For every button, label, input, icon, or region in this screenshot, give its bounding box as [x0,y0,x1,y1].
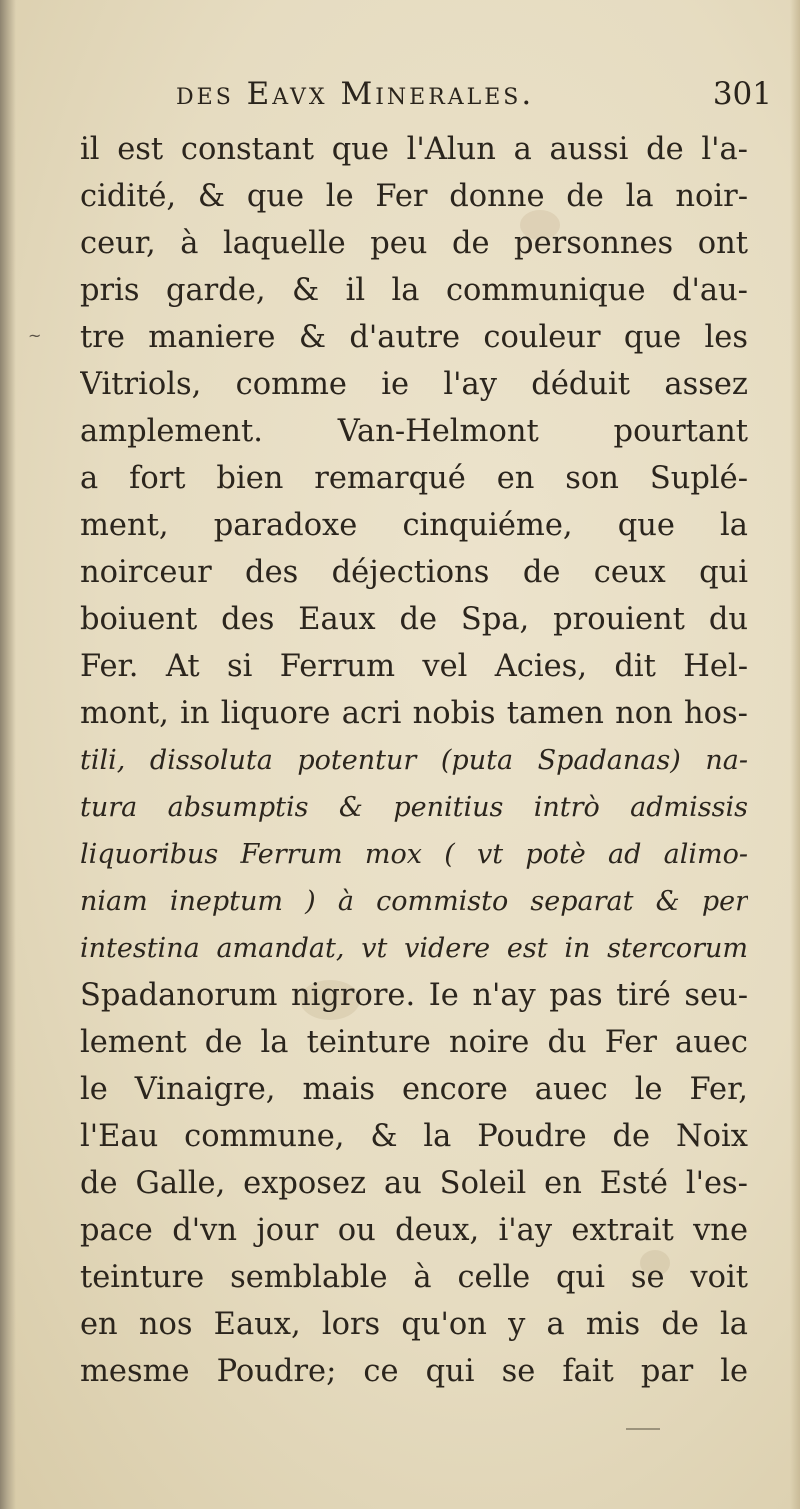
page-edge [790,0,800,1509]
text-line: cidité, & que le Fer donne de la noir- [80,179,748,214]
text-line: noirceur des déjections de ceux qui [80,555,748,590]
text-line: il est constant que l'Alun a aussi de l'a- [80,132,748,167]
page-number: 301 [712,76,772,112]
text-line: ment, paradoxe cinquiéme, que la [80,508,748,543]
text-line: teinture semblable à celle qui se voit [80,1260,748,1295]
catchword-rule [626,1428,660,1430]
text-line: amplement. Van-Helmont pourtant [80,414,748,449]
text-line: lement de la teinture noire du Fer auec [80,1025,748,1060]
margin-mark: ~ [28,326,42,345]
latin-quote-line: tili, dissoluta potentur (puta Spadanas) na- [80,745,748,776]
text-line: mesme Poudre; ce qui se fait par le [80,1354,748,1389]
text-line: Vitriols, comme ie l'ay déduit assez [80,367,748,402]
latin-quote-line: tura absumptis & penitius intrò admissis [80,792,748,823]
text-line: boiuent des Eaux de Spa, prouient du [80,602,748,637]
text-line: Spadanorum nigrore. Ie n'ay pas tiré seu- [80,978,748,1013]
text-line: le Vinaigre, mais encore auec le Fer, [80,1072,748,1107]
text-line: l'Eau commune, & la Poudre de Noix [80,1119,748,1154]
text-line: ceur, à laquelle peu de personnes ont [80,226,748,261]
text-line: pace d'vn jour ou deux, i'ay extrait vne [80,1213,748,1248]
running-title: des Eavx Minerales. [176,76,535,112]
text-line: mont, in liquore acri nobis tamen non hos- [80,696,748,731]
running-head [176,76,772,120]
text-line: pris garde, & il la communique d'au- [80,273,748,308]
latin-quote-line: niam ineptum ) à commisto separat & per [80,886,748,917]
body-text [80,126,748,1395]
latin-quote-line: liquoribus Ferrum mox ( vt potè ad alimo- [80,839,748,870]
latin-quote-line: intestina amandat, vt videre est in stercorum [80,933,748,964]
text-line: tre maniere & d'autre couleur que les [80,320,748,355]
binding-shadow [0,0,16,1509]
text-line: Fer. At si Ferrum vel Acies, dit Hel- [80,649,748,684]
text-line: en nos Eaux, lors qu'on y a mis de la [80,1307,748,1342]
text-line: a fort bien remarqué en son Suplé- [80,461,748,496]
text-line: de Galle, exposez au Soleil en Esté l'es- [80,1166,748,1201]
